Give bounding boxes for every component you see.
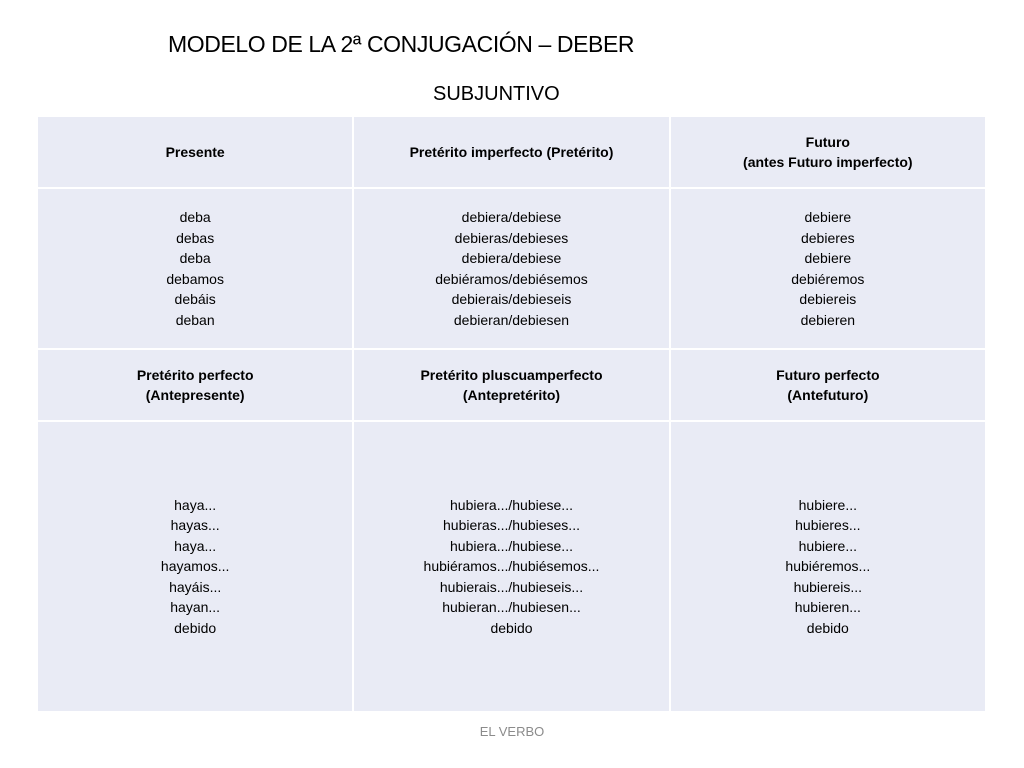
cell-line: debiéremos — [791, 270, 865, 287]
cell-line: hubieren... — [794, 599, 861, 616]
cell-line: (Antefuturo) — [787, 387, 869, 403]
slide-subtitle: SUBJUNTIVO — [433, 83, 560, 105]
cell-line: (Antepretérito) — [462, 387, 561, 403]
forms-cell-preterito-perfecto — [37, 421, 353, 712]
cell-line: debamos — [166, 270, 224, 287]
cell-line: hayáis... — [169, 578, 222, 595]
forms-cell-preterito-pluscuamperfecto — [353, 421, 669, 712]
cell-line: debieran/debiesen — [453, 311, 570, 328]
cell-line: (antes Futuro imperfecto) — [743, 154, 913, 170]
cell-line: Futuro — [805, 133, 850, 150]
cell-line: debas — [176, 229, 215, 246]
cell-line: hubiere... — [798, 496, 858, 513]
header-cell-preterito-pluscuamperfecto — [353, 349, 669, 421]
cell-line: debido — [490, 619, 533, 636]
header-cell-preterito-imperfecto — [353, 116, 669, 188]
slide-footer: EL VERBO — [479, 724, 545, 739]
header-cell-presente — [37, 116, 353, 188]
cell-line: hubiere... — [798, 537, 858, 554]
cell-line: debieras/debieses — [454, 229, 569, 246]
cell-line: hubieres... — [795, 517, 861, 534]
cell-line: hubiereis... — [793, 578, 863, 595]
cell-line: hayan... — [170, 599, 221, 616]
cell-line: hubiera.../hubiese... — [450, 537, 573, 554]
cell-line: deba — [179, 250, 211, 266]
cell-line: Pretérito pluscuamperfecto — [420, 366, 603, 383]
cell-line: haya... — [174, 496, 217, 513]
table-row — [37, 188, 986, 349]
header-cell-futuro — [670, 116, 986, 188]
cell-line: debieren — [800, 311, 856, 328]
cell-line: deba — [179, 209, 211, 225]
cell-line: debido — [174, 619, 217, 636]
header-cell-futuro-perfecto — [670, 349, 986, 421]
cell-line: debiere — [804, 209, 852, 225]
cell-line: Futuro perfecto — [776, 366, 880, 383]
cell-line: debiera/debiese — [461, 209, 562, 225]
cell-line: deban — [175, 311, 215, 328]
slide-title: MODELO DE LA 2ª CONJUGACIÓN – DEBER — [168, 31, 635, 57]
table-row — [37, 116, 986, 188]
cell-line: hubiéramos.../hubiésemos... — [423, 558, 600, 575]
cell-line: debido — [806, 619, 849, 636]
cell-line: hubierais.../hubieseis... — [439, 578, 584, 595]
cell-line: haya... — [174, 537, 217, 554]
cell-line: debáis — [174, 291, 216, 307]
table-row — [37, 421, 986, 712]
forms-cell-presente — [37, 188, 353, 349]
cell-line: hubieras.../hubieses... — [443, 517, 580, 534]
cell-line: (Antepresente) — [145, 387, 245, 403]
cell-line: debiéramos/debiésemos — [435, 270, 588, 287]
cell-line: Presente — [165, 143, 225, 160]
cell-line: Pretérito imperfecto (Pretérito) — [409, 143, 614, 160]
cell-line: debiere — [804, 250, 852, 266]
header-cell-preterito-perfecto — [37, 349, 353, 421]
forms-cell-futuro — [670, 188, 986, 349]
cell-line: debiera/debiese — [461, 250, 562, 266]
forms-cell-preterito-imperfecto — [353, 188, 669, 349]
table-row — [37, 349, 986, 421]
cell-line: Pretérito perfecto — [136, 366, 254, 383]
cell-line: debiereis — [799, 291, 857, 307]
forms-cell-futuro-perfecto — [670, 421, 986, 712]
cell-line: hayamos... — [160, 558, 230, 575]
cell-line: hubiera.../hubiese... — [450, 496, 573, 513]
cell-line: debieres — [800, 229, 855, 246]
cell-line: hubiéremos... — [785, 558, 871, 575]
cell-line: debierais/debieseis — [451, 291, 572, 307]
cell-line: hayas... — [170, 517, 220, 534]
cell-line: hubieran.../hubiesen... — [442, 599, 581, 616]
conjugation-table — [36, 115, 987, 713]
